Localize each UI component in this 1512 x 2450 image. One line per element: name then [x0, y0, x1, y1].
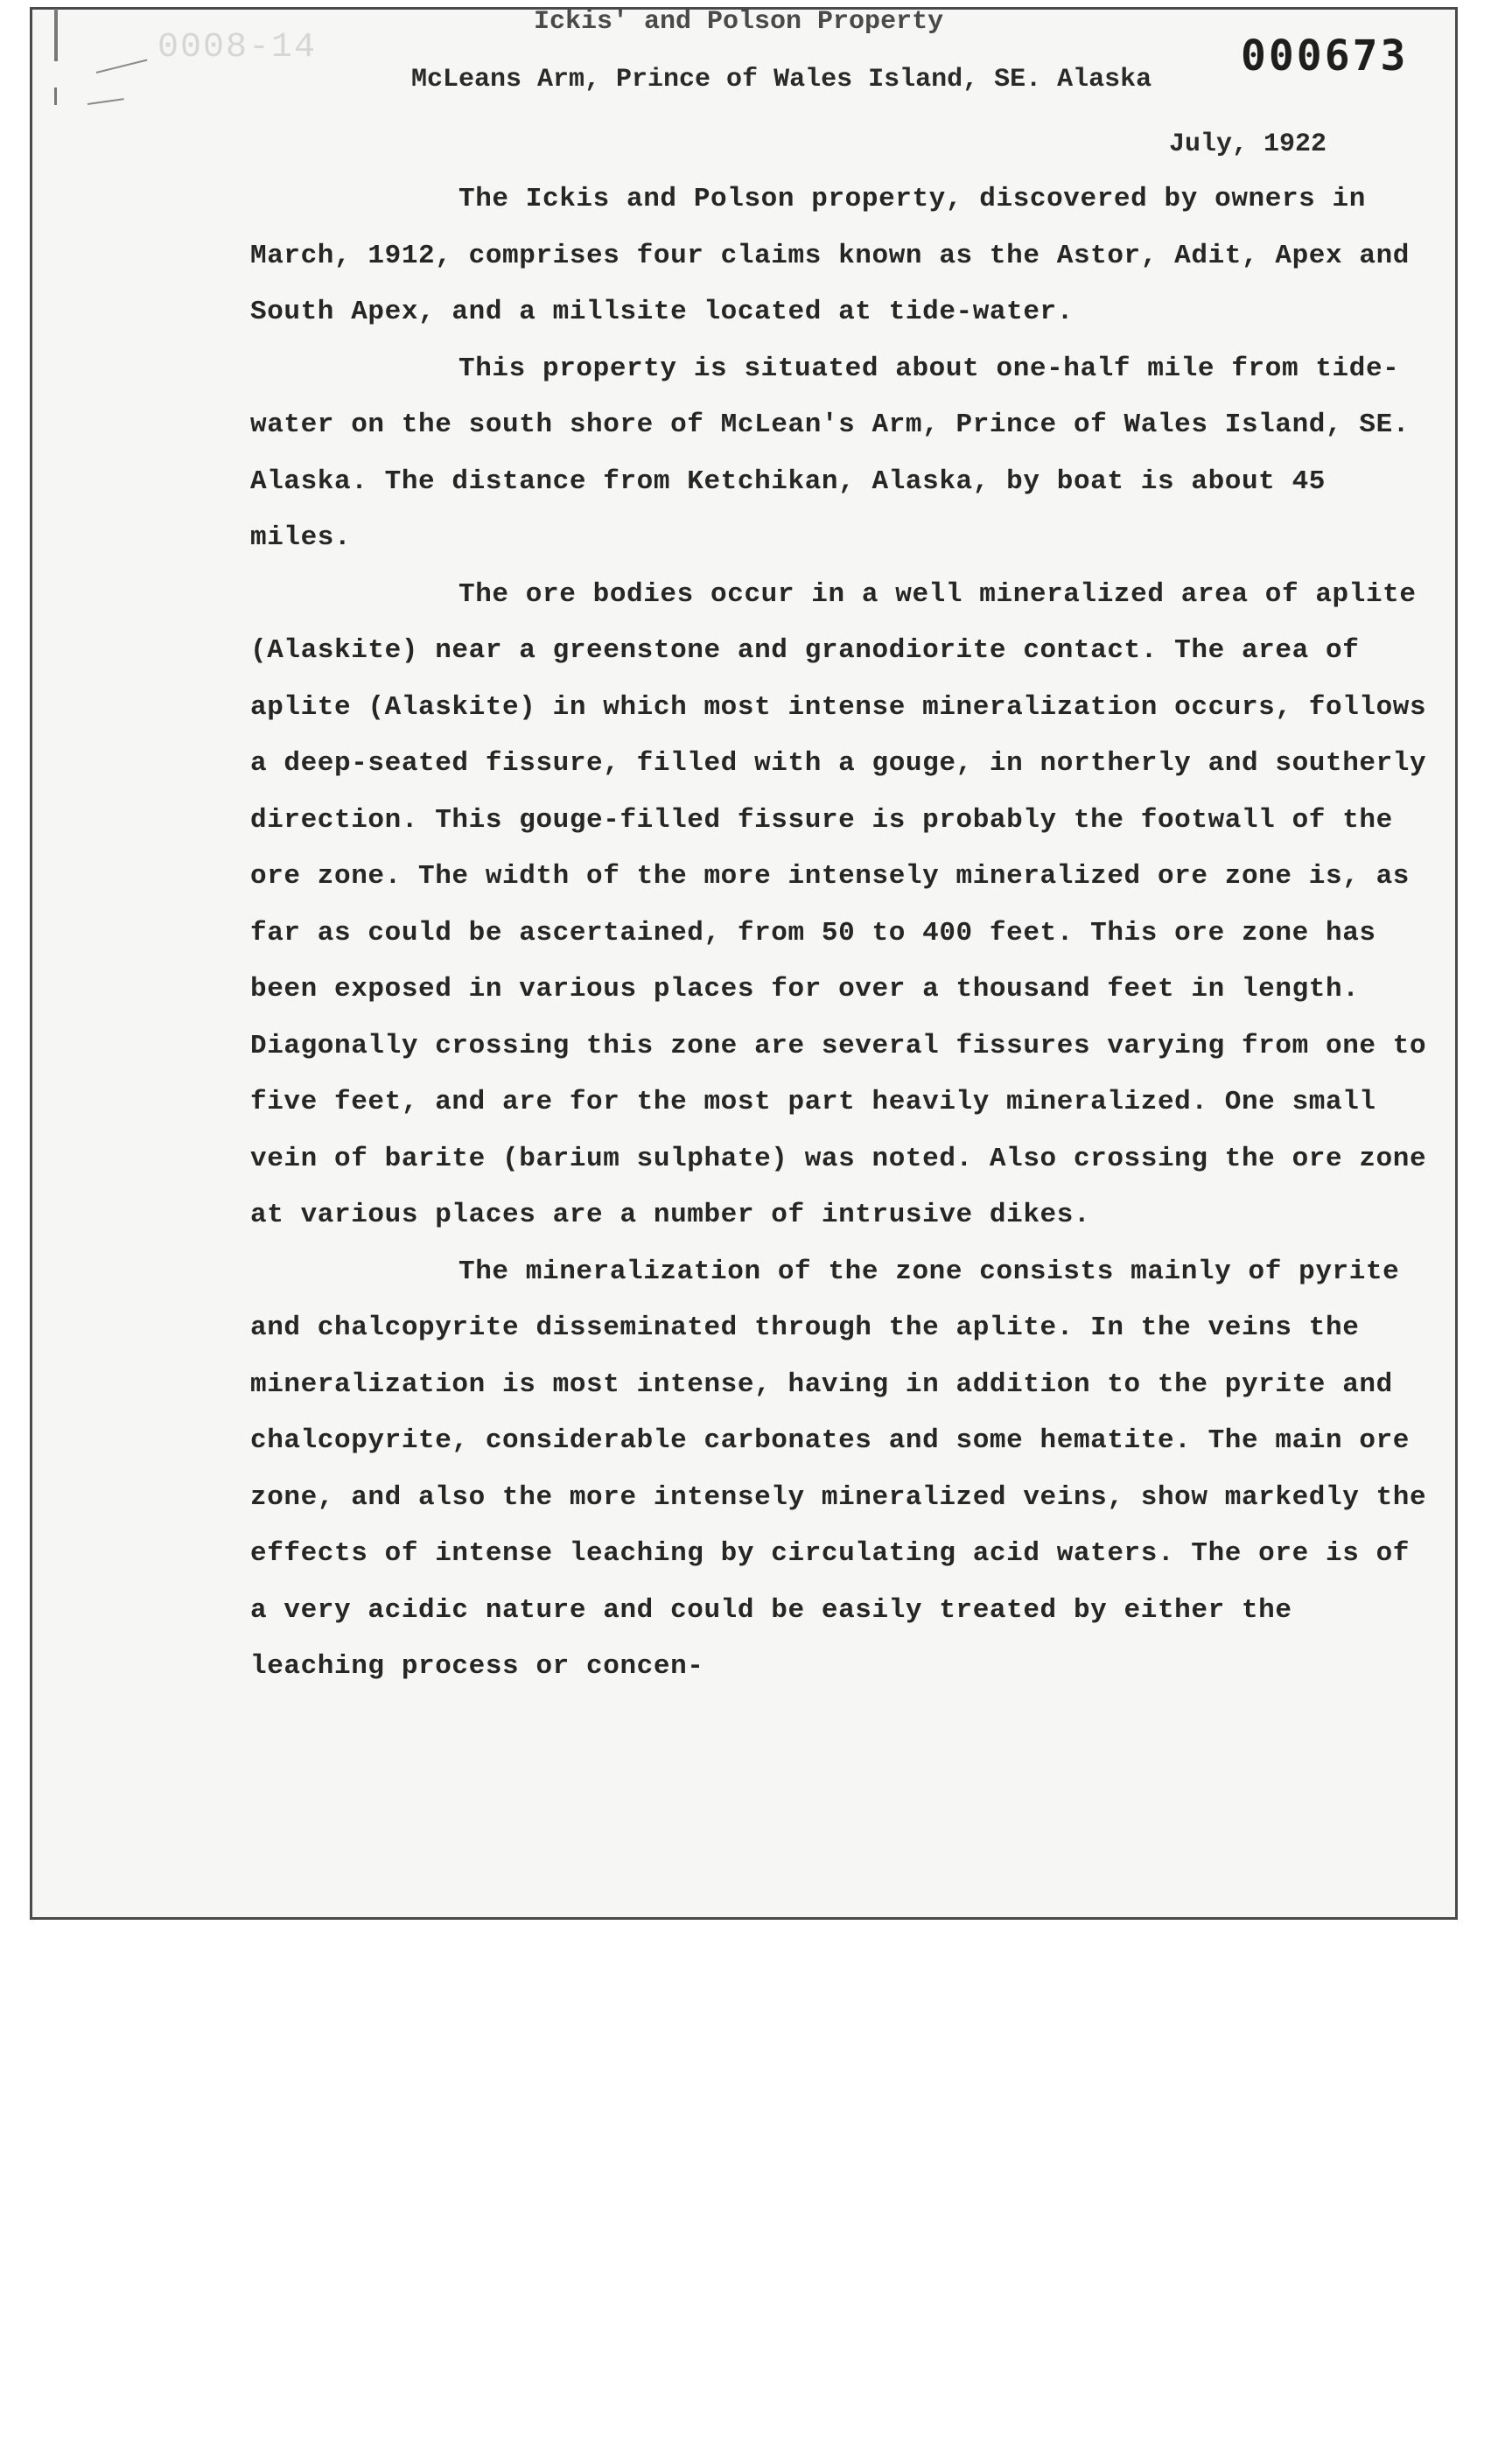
pen-scratch	[88, 98, 124, 105]
paragraph: The ore bodies occur in a well mineralized area of aplite (Alaskite) near a greenstone and granodiorite contact. The area of aplite (Alaskite) in which most intense mineralization occurs, follows a deep-seated fissure, filled with a gouge, in northerly and southerly direction. This gouge-filled fissure is probably the footwall of the ore zone. The width of the more intensely mineralized ore zone is, as far as could be ascertained, from 50 to 400 feet. This ore zone has been exposed in various places for over a thousand feet in length. Diagonally crossing this zone are several fissures varying from one to five feet, and are for the most part heavily mineralized. One small vein of barite (barium sulphate) was noted. Also crossing the ore zone at various places are a number of intrusive dikes.	[250, 578, 1427, 1230]
page-number: 000673	[1241, 32, 1409, 80]
margin-mark	[54, 9, 58, 61]
paragraph: This property is situated about one-half mile from tide-water on the south shore of McLean's Arm, Prince of Wales Island, SE. Alaska. The distance from Ketchikan, Alaska, by boat is about 45 miles.	[250, 353, 1410, 553]
paragraph: The mineralization of the zone consists mainly of pyrite and chalcopyrite disseminated through the aplite. In the veins the mineralization is most intense, having in addition to the pyrite and chalcopyrite, considerable carbonates and some hematite. The main ore zone, and also the more intensely mineralized veins, show markedly the effects of intense leaching by circulating acid waters. The ore is of a very acidic nature and could be easily treated by either the leaching process or concen-	[250, 1256, 1427, 1682]
pen-scratch	[96, 60, 148, 74]
document-body	[250, 172, 1432, 1696]
paragraph: The Ickis and Polson property, discovered by owners in March, 1912, comprises four claims known as the Astor, Adit, Apex and South Apex, and a millsite located at tide-water.	[250, 184, 1410, 327]
document-title: Ickis' and Polson Property	[534, 7, 944, 37]
margin-mark	[54, 88, 57, 105]
document-sheet	[35, 9, 1452, 1916]
document-date: July, 1922	[1169, 130, 1327, 159]
ghost-page-number: 0008-14	[158, 28, 318, 67]
document-location: McLeans Arm, Prince of Wales Island, SE. Alaska	[411, 65, 1152, 94]
